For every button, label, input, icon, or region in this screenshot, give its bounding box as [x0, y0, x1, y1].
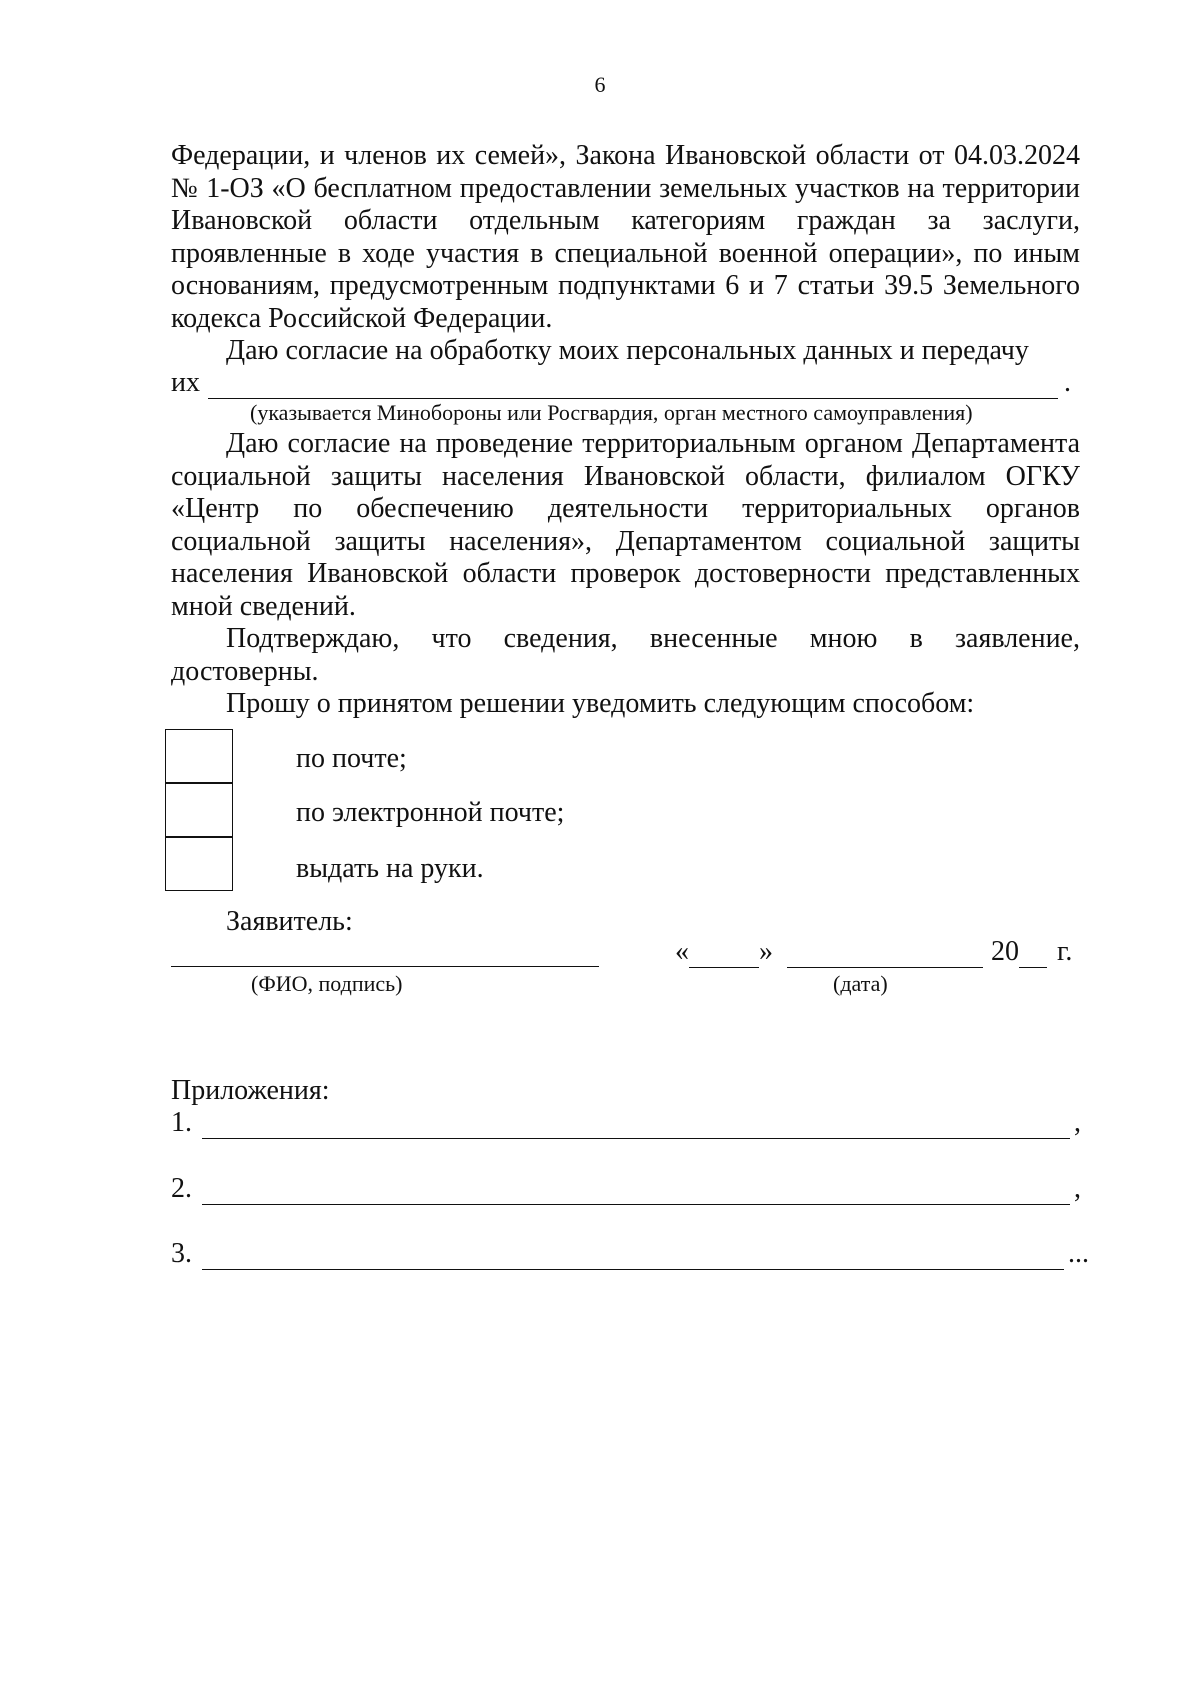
notify-option-email: по электронной почте; [296, 797, 565, 828]
attachment-number: 3. [171, 1238, 192, 1269]
text-block-top [171, 140, 1080, 368]
notify-request: Прошу о принятом решении уведомить следующим способом: [226, 688, 975, 719]
signature-hint: (ФИО, подпись) [251, 971, 403, 996]
consent-transfer-row [171, 367, 1071, 399]
notify-option-in-person: выдать на руки. [296, 853, 484, 884]
date-day-field[interactable] [689, 941, 759, 968]
paragraph-consent-transfer: Даю согласие на обработку моих персональных данных и передачу [226, 335, 1029, 366]
consent-transfer-prefix: их [171, 367, 200, 398]
attachment-item [171, 1173, 1081, 1205]
date-year-field[interactable] [1019, 941, 1047, 968]
paragraph-legal-basis: Федерации, и членов их семей», Закона Ивановской области от 04.03.2024 № 1-ОЗ «О бесплатном предоставлении земельных участков на территории Ивановской области отдельным категориям граждан за заслуги, проявленные в ходе участия в специальной военной операции», по иным основаниям, предусмотренным подпунктами 6 и 7 статьи 39.5 Земельного кодекса Российской Федерации. [171, 140, 1080, 334]
attachment-item [171, 1238, 1089, 1270]
date-close-quote: » [759, 936, 773, 967]
attachment-field-3[interactable] [202, 1243, 1064, 1270]
checkbox-post[interactable] [165, 729, 233, 783]
attachment-ending: ... [1068, 1238, 1089, 1269]
attachment-item [171, 1107, 1081, 1139]
attachment-field-1[interactable] [202, 1112, 1070, 1139]
attachment-ending: , [1074, 1107, 1081, 1138]
date-year-prefix: 20 [991, 936, 1019, 967]
text-block-middle [171, 428, 1080, 721]
applicant-label: Заявитель: [226, 906, 353, 937]
consent-recipient-field[interactable] [208, 372, 1058, 399]
paragraph-confirm: Подтверждаю, что сведения, внесенные мною в заявление, достоверны. [171, 623, 1080, 687]
date-hint: (дата) [833, 971, 888, 996]
checkbox-in-person[interactable] [165, 837, 233, 891]
paragraph-verification: Даю согласие на проведение территориальным органом Департамента социальной защиты населения Ивановской области, филиалом ОГКУ «Центр по обеспечению деятельности территориальных органов социальной защиты населения», Департаментом социальной защиты населения Ивановской области проверок достоверности представленных мной сведений. [171, 428, 1080, 622]
attachments-title: Приложения: [171, 1075, 330, 1106]
date-open-quote: « [675, 936, 689, 967]
date-year-suffix: г. [1057, 936, 1073, 967]
page-number: 6 [594, 72, 606, 97]
attachment-number: 1. [171, 1107, 192, 1138]
consent-recipient-hint: (указывается Минобороны или Росгвардия, орган местного самоуправления) [250, 400, 973, 425]
checkbox-email[interactable] [165, 783, 233, 837]
consent-transfer-suffix: . [1063, 367, 1071, 398]
notify-option-post: по почте; [296, 743, 407, 774]
signature-field[interactable] [171, 935, 599, 967]
date-month-field[interactable] [787, 941, 983, 968]
date-row [675, 936, 1072, 968]
attachment-number: 2. [171, 1173, 192, 1204]
attachment-ending: , [1074, 1173, 1081, 1204]
attachment-field-2[interactable] [202, 1178, 1070, 1205]
